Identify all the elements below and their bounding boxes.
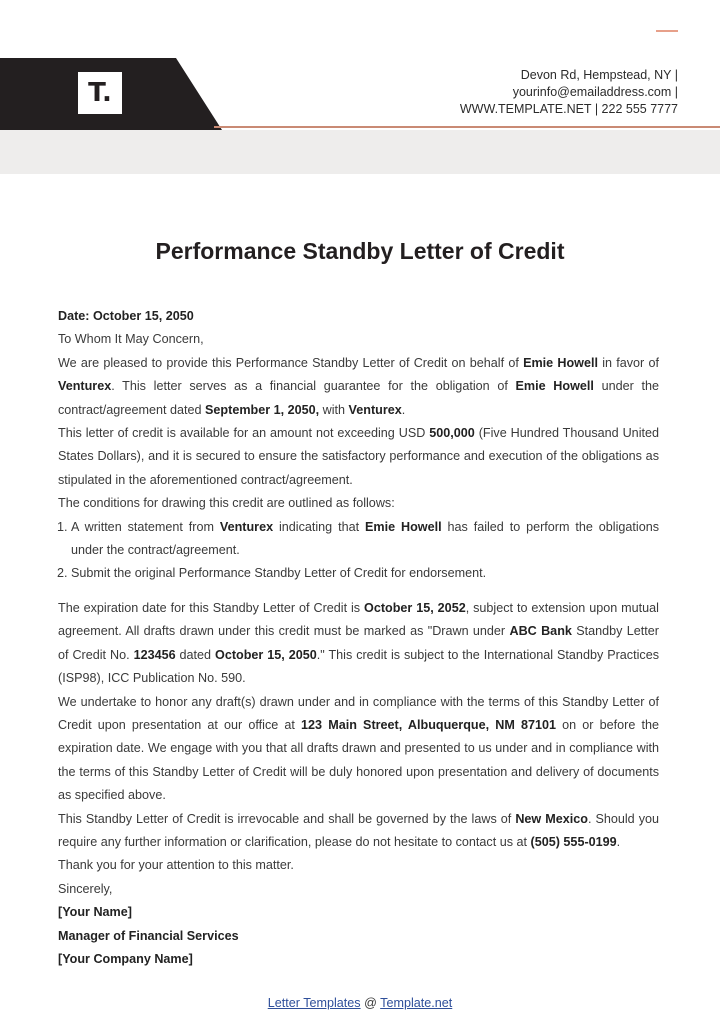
signature-company: [Your Company Name] xyxy=(58,951,193,966)
paragraph-thanks: Thank you for your attention to this matter. xyxy=(58,858,294,873)
contact-website-phone: WWW.TEMPLATE.NET | 222 555 7777 xyxy=(459,102,678,116)
footer-attribution xyxy=(0,996,720,1010)
list-item: 1. A written statement from Venturex indicating that Emie Howell has failed to perform the obligations under the contract/agreement. xyxy=(71,516,659,563)
contact-email: yourinfo@emailaddress.com | xyxy=(512,85,678,99)
letterhead xyxy=(0,58,720,130)
signature-title: Manager of Financial Services xyxy=(58,928,239,943)
letter-date: Date: October 15, 2050 xyxy=(58,309,194,323)
letter-templates-link[interactable]: Letter Templates xyxy=(267,996,361,1010)
salutation: To Whom It May Concern, xyxy=(58,332,204,347)
document-title: Performance Standby Letter of Credit xyxy=(155,238,565,264)
paragraph-amount: This letter of credit is available for an amount not exceeding USD 500,000 (Five Hundred Thousand United States Dollars), and it is secured to ensure the satisfactory performance and execution of the obligations as stipulated in the aforementioned contract/agreement. xyxy=(58,426,659,487)
paragraph-governing-law: This Standby Letter of Credit is irrevocable and shall be governed by the laws of New Mexico. Should you require any further information or clarification, please do not hesitate to contact us at (505) 555-0199. xyxy=(58,811,660,849)
paragraph-intro: We are pleased to provide this Performance Standby Letter of Credit on behalf of Emie Howell in favor of Venturex. This letter serves as a financial guarantee for the obligation of Emie Howell under the contract/agreement dated September 1, 2050, with Venturex. xyxy=(58,355,660,417)
contact-info xyxy=(460,67,678,118)
letter-body xyxy=(58,305,659,971)
signature-name: [Your Name] xyxy=(58,905,132,920)
header-gray-band xyxy=(0,130,720,174)
closing: Sincerely, xyxy=(58,881,113,896)
paragraph-conditions: The conditions for drawing this credit are outlined as follows: xyxy=(58,496,395,511)
conditions-list xyxy=(58,516,659,586)
paragraph-expiration: The expiration date for this Standby Letter of Credit is October 15, 2052, subject to extension upon mutual agreement. All drafts drawn under this credit must be marked as "Drawn under ABC Bank Standby Letter of Credit No. 123456 dated October 15, 2050." This credit is subject to the International Standby Practices (ISP98), ICC Publication No. 590. xyxy=(58,600,659,686)
contact-address: Devon Rd, Hempstead, NY | xyxy=(520,68,678,82)
list-item: 2. Submit the original Performance Standby Letter of Credit for endorsement. xyxy=(71,562,659,585)
footer-separator: @ xyxy=(360,996,381,1010)
header-divider xyxy=(214,126,720,128)
logo-letter: T. xyxy=(88,78,112,108)
logo xyxy=(76,70,124,116)
paragraph-undertaking: We undertake to honor any draft(s) drawn under and in compliance with the terms of this Standby Letter of Credit upon presentation at our office at 123 Main Street, Albuquerque, NM 87101 on or before the expiration date. We engage with you that all drafts drawn and presented to us under and in compliance with the terms of this Standby Letter of Credit will be duly honored upon presentation and delivery of documents as specified above. xyxy=(58,694,659,803)
template-net-link[interactable]: Template.net xyxy=(380,996,453,1010)
accent-mark xyxy=(656,30,678,32)
